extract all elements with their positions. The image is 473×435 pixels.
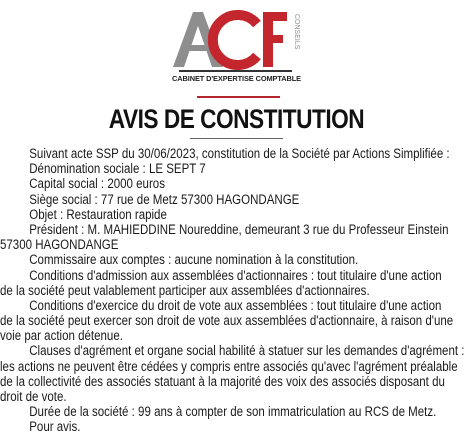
acf-logo-mark [171, 4, 302, 74]
notice-line: voie par action détenue. [0, 328, 123, 344]
notice-line: Dénomination sociale : LE SEPT 7 [29, 161, 206, 177]
notice-line: 57300 HAGONDANGE [0, 237, 119, 253]
logo-tagline: CABINET D'EXPERTISE COMPTABLE [172, 74, 301, 83]
notice-line: de la société peut valablement participer aux assemblées d'actionnaires. [0, 282, 370, 298]
notice-line: Suivant acte SSP du 30/06/2023, constitution de la Société par Actions Simplifiée : [29, 146, 450, 161]
notice-body [0, 146, 473, 435]
notice-line: Conditions d'exercice du droit de vote aux assemblées : tout titulaire d'une action [29, 297, 442, 313]
notice-line: Commissaire aux comptes : aucune nomination à la constitution. [29, 252, 359, 268]
notice-line: droit de vote. [0, 389, 67, 404]
notice-line: de la société peut exercer son droit de vote aux assemblées d'actionnaire, à raison d'une [0, 313, 454, 329]
logo-side-text: CONSEILS [293, 14, 300, 50]
logo-divider [179, 70, 292, 72]
acf-logo [171, 4, 302, 92]
accent-rule [197, 96, 280, 98]
notice-line: Président : M. MAHIEDDINE Noureddine, demeurant 3 rue du Professeur Einstein [29, 221, 449, 237]
notice-line: les actions ne peuvent être cédées y compris entre associés qu'avec l'agrément préalable [0, 358, 458, 374]
page-title: AVIS DE CONSTITUTION [108, 104, 365, 134]
notice-line: de la collectivité des associés statuant à la majorité des voix des associés disposant du [0, 373, 445, 389]
notice-line: Objet : Restauration rapide [29, 206, 167, 222]
notice-line: Pour avis. [29, 419, 81, 435]
notice-line: Conditions d'admission aux assemblées d'actionnaires : tout titulaire d'une action [29, 267, 442, 283]
title-underline [190, 138, 283, 139]
notice-line: Clauses d'agrément et organe social habilité à statuer sur les demandes d'agrément : [29, 343, 465, 359]
notice-line: Capital social : 2000 euros [29, 176, 165, 192]
notice-line: Siège social : 77 rue de Metz 57300 HAGONDANGE [29, 191, 300, 207]
notice-line: Durée de la société : 99 ans à compter de son immatriculation au RCS de Metz. [29, 404, 437, 420]
